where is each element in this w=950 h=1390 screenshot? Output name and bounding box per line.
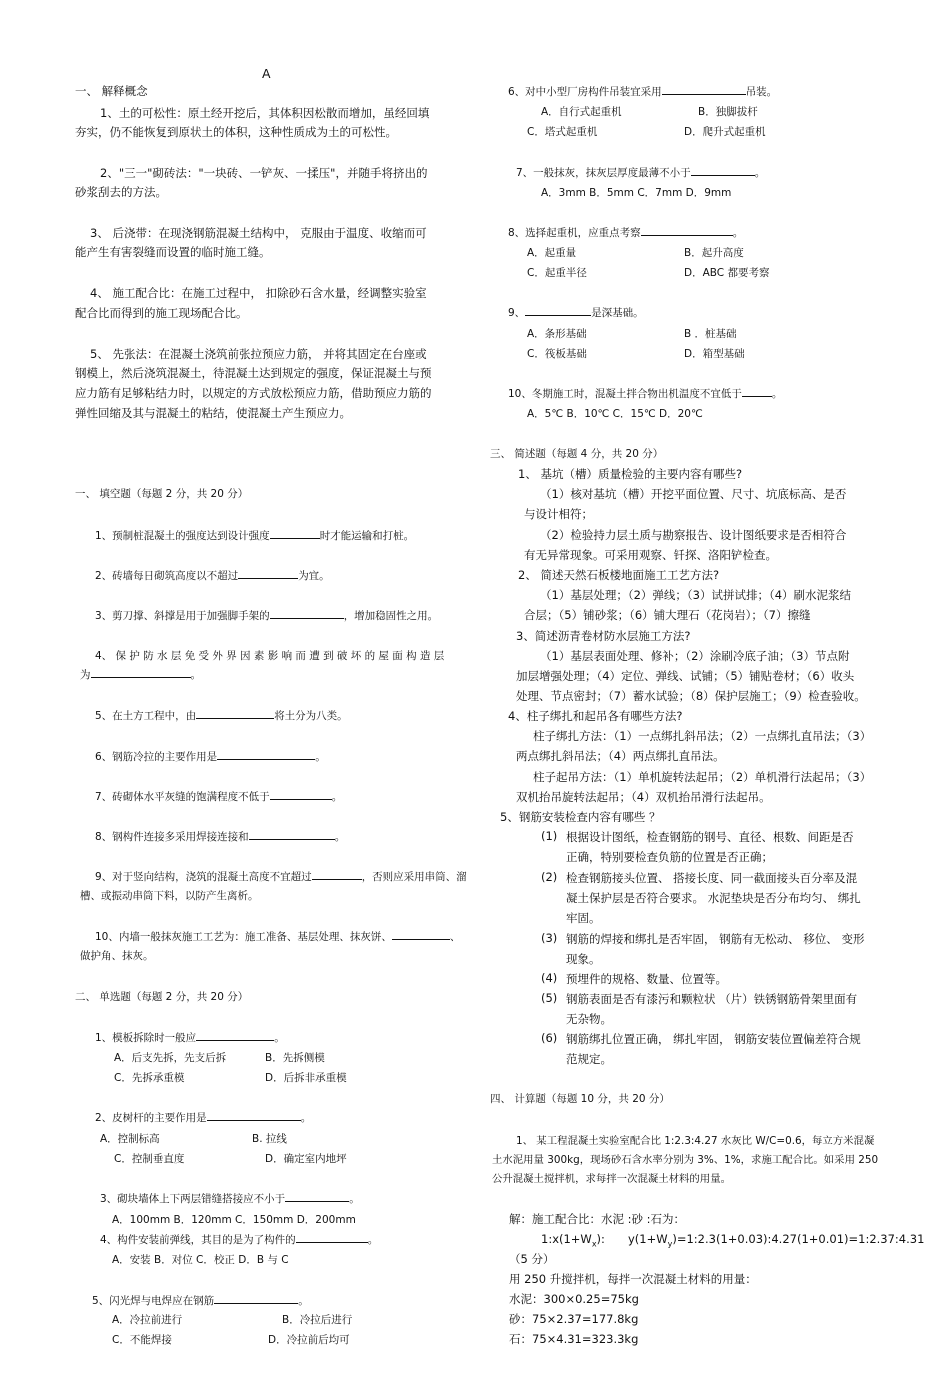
answer-blank[interactable] xyxy=(217,749,315,760)
section-calculation-title: 四、 计算题（每题 10 分，共 20 分） xyxy=(490,1093,670,1105)
fill-question-10-line1: 10、内墙一般抹灰施工工艺为：施工准备、基层处理、抹灰饼、 、 xyxy=(95,931,461,943)
choice-question-8: 8、选择起重机，应重点考察 。 xyxy=(508,227,744,239)
choice-6-option-c[interactable]: C．塔式起重机 xyxy=(527,126,598,138)
fill-question-2: 2、砖墙每日砌筑高度以不超过 为宜。 xyxy=(95,570,330,582)
calc-solution-stone: 石：75×4.31=323.3kg xyxy=(509,1332,639,1346)
calc-solution-line1: 解：施工配合比：水泥 :砂 :石为： xyxy=(509,1212,686,1226)
fill-question-3: 3、剪刀撑、斜撑是用于加强脚手架的 ，增加稳固性之用。 xyxy=(95,610,439,622)
section-single-choice-title: 二、 单选题（每题 2 分，共 20 分） xyxy=(75,991,249,1003)
fill-question-9-line1: 9、对于竖向结构，浇筑的混凝土高度不宜超过 ，否则应采用串筒、溜 xyxy=(95,871,467,883)
calc-problem-line2: 土水泥用量 300kg，现场砂石含水率分别为 3%、1%，求施工配合比。如采用 250 xyxy=(492,1154,879,1166)
choice-5-option-a[interactable]: A．冷拉前进行 xyxy=(112,1314,183,1326)
answer-blank[interactable] xyxy=(641,225,733,236)
fill-question-5: 5、在土方工程中，由 将土分为八类。 xyxy=(95,710,348,722)
short-answer-5-item5-num: (5) xyxy=(541,991,558,1005)
choice-1-option-b[interactable]: B．先拆侧模 xyxy=(265,1052,325,1064)
short-answer-5-item2-num: (2) xyxy=(541,870,558,884)
definition-1-line1: 1、土的可松性：原土经开挖后，其体积因松散而增加，虽经回填 xyxy=(100,106,430,120)
choice-8-option-c[interactable]: C．起重半径 xyxy=(527,267,587,279)
answer-blank[interactable] xyxy=(312,869,362,880)
choice-9-option-c[interactable]: C．筏板基础 xyxy=(527,348,587,360)
short-answer-5-item1-line2: 正确，特别要检查负筋的位置是否正确； xyxy=(566,850,773,864)
choice-5-option-c[interactable]: C．不能焊接 xyxy=(112,1334,172,1346)
short-answer-5-item3-num: (3) xyxy=(541,931,558,945)
definition-1-line2: 夯实，仍不能恢复到原状土的体积，这种性质成为土的可松性。 xyxy=(75,125,397,139)
short-answer-5-item6-line1: 钢筋绑扎位置正确， 绑扎牢固， 钢筋安装位置偏差符合规 xyxy=(566,1032,861,1046)
short-answer-5-item5-line1: 钢筋表面是否有漆污和颗粒状 （片）铁锈钢筋骨架里面有 xyxy=(566,992,858,1006)
choice-9-option-a[interactable]: A．条形基础 xyxy=(527,328,587,340)
short-answer-5-item2-line1: 检查钢筋接头位置、 搭接长度、同一截面接头百分率及混 xyxy=(566,871,858,885)
short-answer-5-item3-line2: 现象。 xyxy=(566,952,601,966)
answer-blank[interactable] xyxy=(285,1191,349,1202)
short-answer-4-line1: 柱子绑扎方法：（1）一点绑扎斜吊法；（2）一点绑扎直吊法；（3） xyxy=(533,729,872,743)
short-question-5: 5、钢筋安装检查内容有哪些 ？ xyxy=(500,810,661,824)
choice-8-option-b[interactable]: B．起升高度 xyxy=(684,247,744,259)
choice-2-option-b[interactable]: B. 拉线 xyxy=(252,1133,287,1145)
short-answer-1-line2: 与设计相符； xyxy=(524,507,593,521)
definition-3-line2: 能产生有害裂缝而设置的临时施工缝。 xyxy=(75,245,271,259)
fill-question-10-line2: 做护角、抹灰。 xyxy=(80,950,154,962)
choice-10-options[interactable]: A．5℃ B．10℃ C．15℃ D．20℃ xyxy=(527,408,703,420)
calc-solution-score: （5 分） xyxy=(509,1252,555,1266)
short-answer-4-line4: 双机抬吊旋转法起吊；（4）双机抬吊滑行法起吊。 xyxy=(516,790,771,804)
definition-3-line1: 3、 后浇带：在现浇钢筋混凝土结构中， 克服由于温度、收缩而可 xyxy=(90,226,427,240)
section-definitions-title: 一、 解释概念 xyxy=(75,84,148,98)
definition-2-line2: 砂浆刮去的方法。 xyxy=(75,185,167,199)
calc-solution-cement: 水泥：300×0.25=75kg xyxy=(509,1292,639,1306)
short-answer-5-item2-line2: 凝土保护层是否符合要求。 水泥垫块是否分布均匀、 绑扎 xyxy=(566,891,861,905)
answer-blank[interactable] xyxy=(270,528,320,539)
answer-blank[interactable] xyxy=(392,929,450,940)
short-answer-2-line2: 合层；（5）铺砂浆；（6）铺大理石（花岗岩）；（7）擦缝 xyxy=(524,608,811,622)
short-question-2: 2、 简述天然石板楼地面施工工艺方法? xyxy=(518,568,720,582)
answer-blank[interactable] xyxy=(296,1232,368,1243)
calc-problem-line3: 公升混凝土搅拌机，求每拌一次混凝土材料的用量。 xyxy=(492,1173,731,1185)
choice-question-2: 2、皮树杆的主要作用是 。 xyxy=(95,1112,312,1124)
choice-9-option-d[interactable]: D．箱型基础 xyxy=(684,348,745,360)
answer-blank[interactable] xyxy=(270,608,344,619)
choice-question-1: 1、模板拆除时一般应 。 xyxy=(95,1032,285,1044)
choice-question-4: 4、构件安装前弹线，其目的是为了构件的 。 xyxy=(100,1234,379,1246)
answer-blank[interactable] xyxy=(91,667,191,678)
definition-4-line2: 配合比而得到的施工现场配合比。 xyxy=(75,306,248,320)
fill-question-1: 1、预制桩混凝土的强度达到设计强度 时才能运输和打桩。 xyxy=(95,530,415,542)
choice-8-option-a[interactable]: A．起重量 xyxy=(527,247,577,259)
short-answer-3-line1: （1）基层表面处理、修补；（2）涂刷冷底子油；（3）节点附 xyxy=(540,649,850,663)
definition-5-line3: 应力筋有足够粘结力时，以规定的方式放松预应力筋，借助预应力筋的 xyxy=(75,386,432,400)
choice-8-option-d[interactable]: D．ABC 都要考察 xyxy=(684,267,770,279)
choice-6-option-b[interactable]: B．独脚拔杆 xyxy=(698,106,758,118)
exam-version-letter: A xyxy=(262,66,271,81)
choice-question-6: 6、对中小型厂房构件吊装宜采用 吊装。 xyxy=(508,86,778,98)
short-answer-1-line4: 有无异常现象。可采用观察、钎探、洛阳铲检查。 xyxy=(524,548,777,562)
definition-5-line2: 钢模上，然后浇筑混凝土，待混凝土达到规定的强度，保证混凝土与预 xyxy=(75,366,432,380)
choice-4-options[interactable]: A．安装 B．对位 C．校正 D．B 与 C xyxy=(112,1254,289,1266)
answer-blank[interactable] xyxy=(691,165,755,176)
short-question-3: 3、简述沥青卷材防水层施工方法? xyxy=(516,629,691,643)
choice-7-options[interactable]: A．3mm B．5mm C．7mm D．9mm xyxy=(541,187,732,199)
short-answer-4-line3: 柱子起吊方法：（1）单机旋转法起吊；（2）单机滑行法起吊；（3） xyxy=(533,770,872,784)
short-answer-5-item5-line2: 无杂物。 xyxy=(566,1012,612,1026)
choice-1-option-c[interactable]: C．先拆承重模 xyxy=(114,1072,185,1084)
section-short-answer-title: 三、 简述题（每题 4 分，共 20 分） xyxy=(490,448,664,460)
choice-2-option-c[interactable]: C．控制垂直度 xyxy=(114,1153,185,1165)
fill-question-6: 6、钢筋冷拉的主要作用是 。 xyxy=(95,751,326,763)
answer-blank[interactable] xyxy=(196,708,274,719)
choice-6-option-d[interactable]: D．爬升式起重机 xyxy=(684,126,766,138)
definition-5-line4: 弹性回缩及其与混凝土的粘结，使混凝土产生预应力。 xyxy=(75,406,351,420)
answer-blank[interactable] xyxy=(525,305,591,316)
answer-blank[interactable] xyxy=(207,1110,301,1121)
definition-2-line1: 2、"三一"砌砖法："一块砖、一铲灰、一揉压"，并随手将挤出的 xyxy=(100,166,428,180)
choice-question-7: 7、一般抹灰，抹灰层厚度最薄不小于 。 xyxy=(516,167,766,179)
short-answer-5-item6-line2: 范规定。 xyxy=(566,1052,612,1066)
fill-question-8: 8、钢构件连接多采用焊接连接和 。 xyxy=(95,831,346,843)
answer-blank[interactable] xyxy=(249,829,335,840)
choice-question-3: 3、砌块墙体上下两层错缝搭接应不小于 。 xyxy=(100,1193,360,1205)
choice-5-option-b[interactable]: B．冷拉后进行 xyxy=(282,1314,353,1326)
choice-9-option-b[interactable]: B ．桩基础 xyxy=(684,328,737,340)
choice-3-options[interactable]: A．100mm B．120mm C．150mm D．200mm xyxy=(112,1214,356,1226)
definition-5-line1: 5、 先张法：在混凝土浇筑前张拉预应力筋， 并将其固定在台座或 xyxy=(90,347,427,361)
calc-problem-line1: 1、 某工程混凝土实验室配合比 1:2.3:4.27 水灰比 W/C=0.6，每立方米混凝 xyxy=(516,1135,875,1147)
fill-question-4-line1: 4、 保 护 防 水 层 免 受 外 界 因 素 影 响 而 遭 到 破 坏 的 屋 面 构 造 层 xyxy=(95,650,445,662)
answer-blank[interactable] xyxy=(214,1293,298,1304)
choice-question-10: 10、冬期施工时，混凝土拌合物出机温度不宜低于 。 xyxy=(508,388,783,400)
short-answer-3-line3: 处理、节点密封；（7）蓄水试验；（8）保护层施工；（9）检查验收。 xyxy=(516,689,866,703)
short-answer-2-line1: （1）基层处理；（2）弹线；（3）试拼试排；（4）刷水泥浆结 xyxy=(540,588,852,602)
choice-1-option-d[interactable]: D．后拆非承重模 xyxy=(265,1072,347,1084)
short-answer-5-item6-num: (6) xyxy=(541,1031,558,1045)
choice-question-5: 5、闪光焊与电焊应在钢筋 。 xyxy=(92,1295,309,1307)
answer-blank[interactable] xyxy=(196,1030,274,1041)
choice-5-option-d[interactable]: D．冷拉前后均可 xyxy=(268,1334,350,1346)
short-answer-5-item4-line1: 预埋件的规格、数量、位置等。 xyxy=(566,972,727,986)
answer-blank[interactable] xyxy=(238,568,298,579)
choice-1-option-a[interactable]: A．后支先拆，先支后拆 xyxy=(114,1052,227,1064)
definition-4-line1: 4、 施工配合比：在施工过程中， 扣除砂石含水量，经调整实验室 xyxy=(90,286,427,300)
calc-solution-formula-result: $y(1+W_y)=1:2.3(1+0.03):4.27(1+0.01)=1:2.37:4.31$ xyxy=(628,1232,925,1249)
short-answer-5-item4-num: (4) xyxy=(541,971,558,985)
short-answer-5-item1-num: (1) xyxy=(541,829,558,843)
short-answer-4-line2: 两点绑扎斜吊法；（4）两点绑扎直吊法。 xyxy=(516,749,725,763)
short-answer-5-item2-line3: 牢固。 xyxy=(566,911,601,925)
short-answer-1-line1: （1）核对基坑（槽）开挖平面位置、尺寸、坑底标高、是否 xyxy=(540,487,847,501)
fill-question-7: 7、砖砌体水平灰缝的饱满程度不低于 。 xyxy=(95,791,343,803)
calc-solution-line4: 用 250 升搅拌机，每拌一次混凝土材料的用量： xyxy=(509,1272,757,1286)
calc-solution-formula: $1:x(1+W_x)$: xyxy=(541,1232,605,1249)
answer-blank[interactable] xyxy=(270,789,332,800)
answer-blank[interactable] xyxy=(662,84,746,95)
choice-question-9: 9、 是深基础。 xyxy=(508,307,644,319)
short-question-4: 4、柱子绑扎和起吊各有哪些方法? xyxy=(508,709,683,723)
fill-question-4-line2: 为 。 xyxy=(80,669,201,681)
answer-blank[interactable] xyxy=(742,386,772,397)
short-answer-3-line2: 加层增强处理；（4）定位、弹线、试铺；（5）铺贴卷材；（6）收头 xyxy=(516,669,855,683)
choice-2-option-d[interactable]: D．确定室内地坪 xyxy=(265,1153,347,1165)
fill-question-9-line2: 槽、或振动串筒下料，以防产生离析。 xyxy=(80,890,259,902)
choice-2-option-a[interactable]: A．控制标高 xyxy=(100,1133,160,1145)
section-fill-blank-title: 一、 填空题（每题 2 分，共 20 分） xyxy=(75,488,249,500)
short-answer-5-item1-line1: 根据设计图纸，检查钢筋的钢号、直径、根数、间距是否 xyxy=(566,830,854,844)
short-question-1: 1、 基坑（槽）质量检验的主要内容有哪些? xyxy=(518,467,743,481)
short-answer-5-item3-line1: 钢筋的焊接和绑扎是否牢固， 钢筋有无松动、 移位、 变形 xyxy=(566,932,865,946)
choice-6-option-a[interactable]: A．自行式起重机 xyxy=(541,106,622,118)
calc-solution-sand: 砂：75×2.37=177.8kg xyxy=(509,1312,639,1326)
short-answer-1-line3: （2）检验持力层土质与勘察报告、设计图纸要求是否相符合 xyxy=(540,528,847,542)
